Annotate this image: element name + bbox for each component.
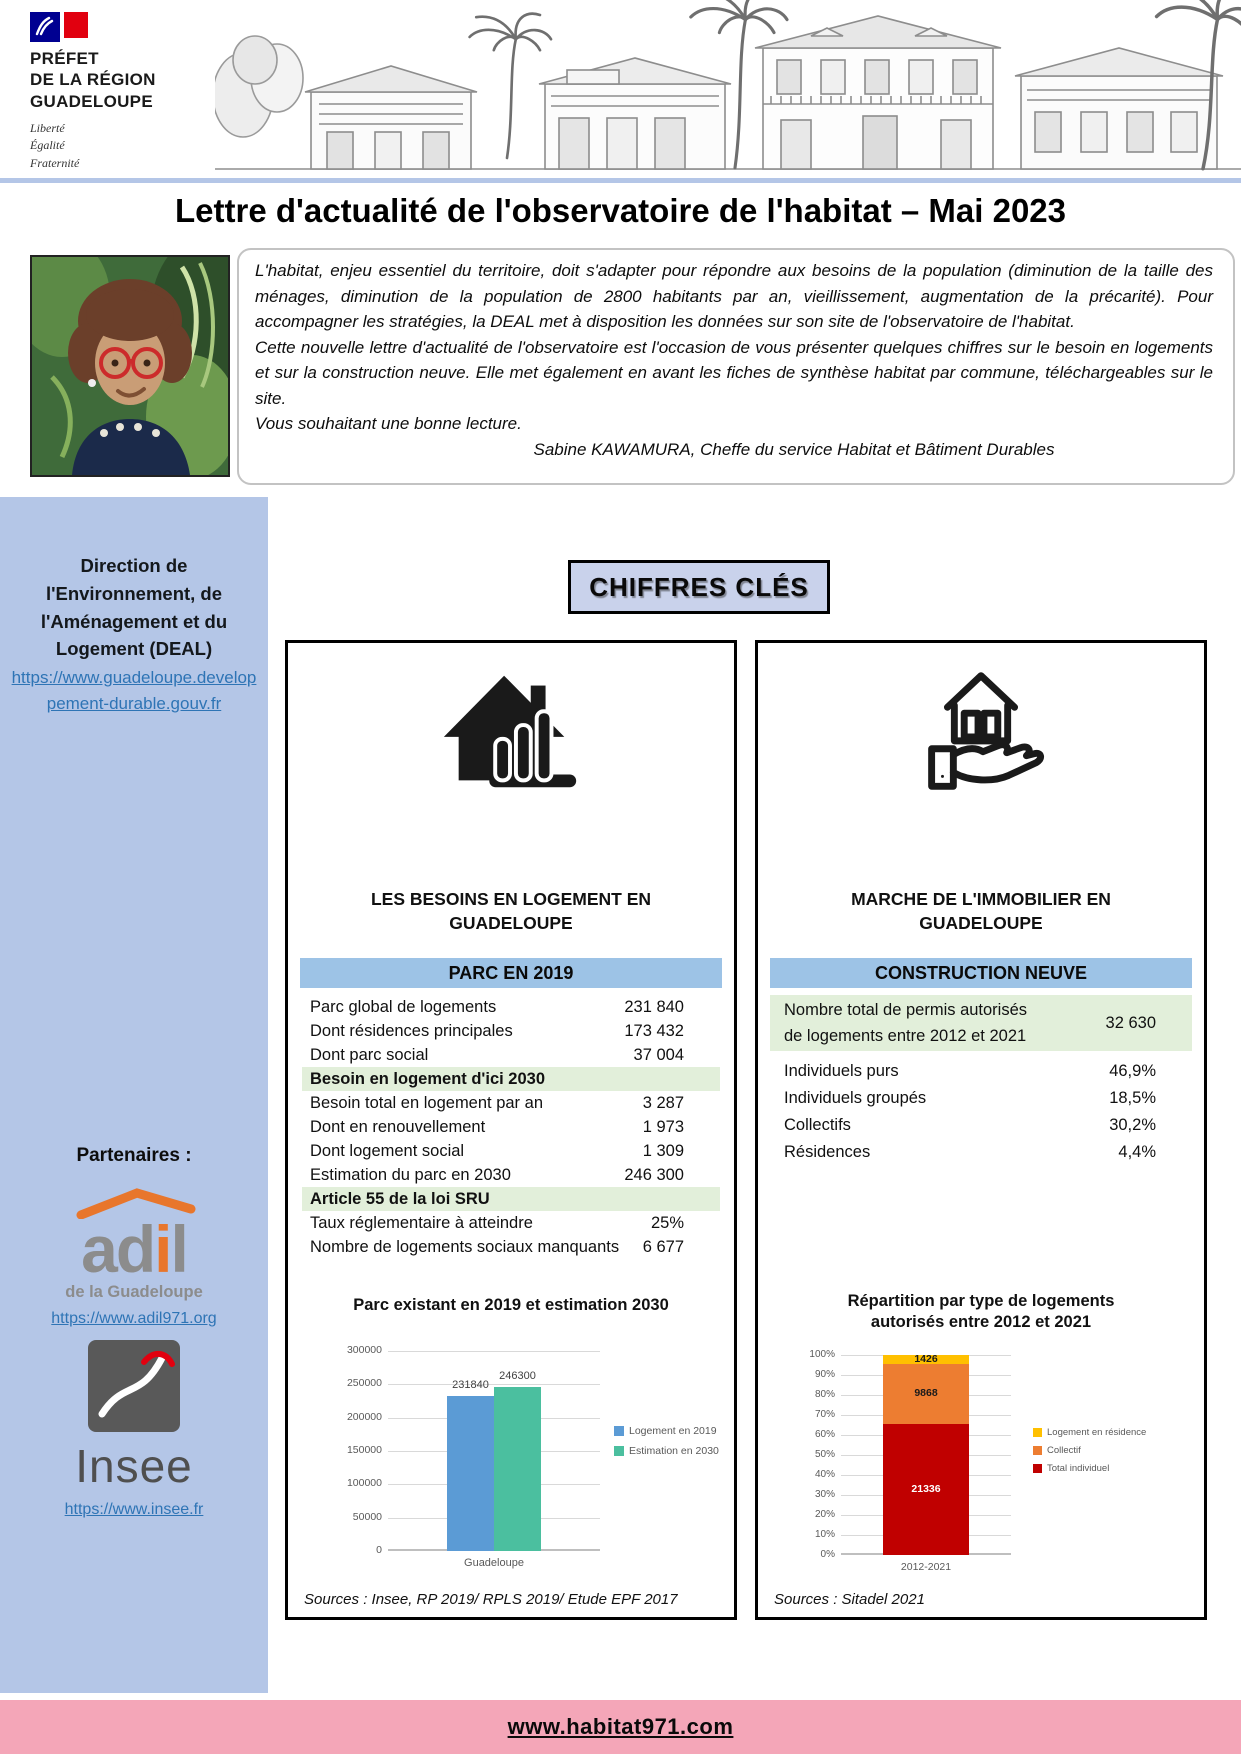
y-tick-label: 0% (820, 1549, 835, 1560)
row-value: 18,5% (1109, 1088, 1156, 1107)
row-value: 231 840 (624, 998, 684, 1016)
adil-logo-block (0, 1185, 268, 1328)
construction-table (770, 1057, 1192, 1165)
table-row (302, 1211, 720, 1235)
segment-value-label: 21336 (911, 1482, 941, 1495)
y-tick-label: 90% (814, 1369, 835, 1380)
y-tick-label: 100% (809, 1349, 835, 1360)
construction-neuve-header: CONSTRUCTION NEUVE (770, 958, 1192, 988)
table-row (302, 1139, 720, 1163)
insee-logo-icon (0, 1340, 268, 1437)
chart-title: Parc existant en 2019 et estimation 2030 (353, 1296, 669, 1314)
page-title: Lettre d'actualité de l'observatoire de l'habitat – Mai 2023 (175, 192, 1066, 229)
permis-total-row (770, 995, 1192, 1051)
portrait-photo (30, 255, 230, 477)
permis-total-value: 32 630 (1105, 1013, 1156, 1032)
hand-house-icon (758, 655, 1204, 805)
chart-legend (614, 1425, 719, 1465)
header-sketch-illustration (215, 0, 1241, 178)
legend-item (614, 1445, 719, 1457)
row-label: Estimation du parc en 2030 (310, 1166, 511, 1184)
adil-letter: a (81, 1212, 116, 1286)
legend-item (614, 1425, 719, 1437)
table-row (770, 1057, 1192, 1084)
row-value: 30,2% (1109, 1115, 1156, 1134)
legend-label: Total individuel (1047, 1463, 1110, 1474)
row-label: Collectifs (784, 1115, 851, 1134)
y-tick-label: 100000 (346, 1477, 382, 1490)
adil-letter: d (115, 1212, 155, 1286)
y-tick-label: 70% (814, 1409, 835, 1420)
intro-signature: Sabine KAWAMURA, Cheffe du service Habitat et Bâtiment Durables (533, 439, 1055, 459)
legend-swatch (1033, 1446, 1042, 1455)
table-row (302, 1235, 720, 1259)
partners-label: Partenaires : (76, 1145, 192, 1166)
plot-area (841, 1352, 1011, 1555)
table-row (302, 1115, 720, 1139)
row-value: 6 677 (642, 1238, 684, 1256)
row-value: 37 004 (633, 1046, 684, 1064)
legend-swatch (614, 1446, 624, 1456)
marche-immobilier-panel (755, 640, 1207, 1620)
intro-text-box (237, 248, 1235, 485)
legend-label: Logement en résidence (1047, 1427, 1147, 1438)
row-label: Individuels purs (784, 1061, 899, 1080)
french-flag-icon (30, 12, 230, 42)
sources-note: Sources : Insee, RP 2019/ RPLS 2019/ Etude EPF 2017 (304, 1591, 678, 1608)
legend-label: Estimation en 2030 (629, 1445, 719, 1457)
footer-bar (0, 1700, 1241, 1754)
panel-title: MARCHE DE L'IMMOBILIER EN GUADELOUPE (851, 889, 1111, 933)
table-section-header: Besoin en logement d'ici 2030 (302, 1067, 720, 1091)
insee-link[interactable]: https://www.insee.fr (64, 1501, 204, 1518)
y-tick-label: 50000 (352, 1510, 382, 1523)
adil-logo (0, 1212, 268, 1286)
permis-total-label-2: de logements entre 2012 et 2021 (784, 1027, 1027, 1045)
row-value: 4,4% (1118, 1142, 1156, 1161)
row-value: 173 432 (624, 1022, 684, 1040)
legend-item (1033, 1445, 1146, 1456)
adil-letter: i (154, 1212, 171, 1286)
header-divider (0, 178, 1241, 183)
table-row (302, 1019, 720, 1043)
parc-table (302, 995, 720, 1259)
intro-paragraph-2: Cette nouvelle lettre d'actualité de l'observatoire est l'occasion de vous présenter quelques chiffres sur le besoin en logements et sur la construction neuve. Elle met également en avant les fiches de synthèse habitat par commune, téléchargeables sur le site. (255, 337, 1213, 408)
row-value: 46,9% (1109, 1061, 1156, 1080)
deal-link[interactable]: https://www.guadeloupe.developpement-durable.gouv.fr (11, 668, 257, 713)
y-tick-label: 10% (814, 1529, 835, 1540)
y-tick-label: 20% (814, 1509, 835, 1520)
parc-chart (316, 1333, 719, 1583)
legend-label: Collectif (1047, 1445, 1081, 1456)
table-section-header: Article 55 de la loi SRU (302, 1187, 720, 1211)
table-row (302, 1091, 720, 1115)
chart-legend (1033, 1427, 1146, 1481)
y-tick-label: 300000 (346, 1344, 382, 1356)
adil-subtitle: de la Guadeloupe (65, 1283, 203, 1301)
house-chart-icon (288, 655, 734, 805)
footer-url[interactable]: www.habitat971.com (507, 1714, 734, 1739)
insee-name: Insee (75, 1440, 193, 1492)
segment-value-label: 1426 (914, 1352, 938, 1365)
row-label: Dont parc social (310, 1046, 429, 1064)
x-category-label: 2012-2021 (900, 1561, 952, 1573)
insee-logo-block (0, 1340, 268, 1519)
y-tick-label: 150000 (346, 1444, 382, 1456)
row-label: Nombre de logements sociaux manquants (310, 1238, 620, 1256)
bar (494, 1387, 541, 1551)
gov-name: PRÉFET DE LA RÉGION GUADELOUPE (30, 49, 156, 111)
y-tick-label: 60% (814, 1429, 835, 1440)
row-label: Taux réglementaire à atteindre (310, 1214, 533, 1232)
parc-2019-header: PARC EN 2019 (300, 958, 722, 988)
y-tick-label: 80% (814, 1389, 835, 1400)
panel-title: LES BESOINS EN LOGEMENT EN GUADELOUPE (370, 889, 652, 933)
repartition-chart (783, 1343, 1185, 1583)
row-value: 1 309 (642, 1142, 684, 1160)
row-label: Dont résidences principales (310, 1022, 513, 1040)
row-label: Dont logement social (310, 1142, 465, 1160)
table-row (302, 995, 720, 1019)
row-value: 25% (650, 1214, 684, 1232)
table-row (302, 1043, 720, 1067)
sidebar (0, 497, 268, 1693)
row-label: Résidences (784, 1142, 871, 1161)
row-label: Dont en renouvellement (310, 1118, 486, 1136)
besoins-logement-panel (285, 640, 737, 1620)
x-category-label: Guadeloupe (464, 1557, 524, 1569)
row-value: 3 287 (642, 1094, 684, 1112)
table-row (770, 1138, 1192, 1165)
y-tick-label: 200000 (346, 1410, 382, 1423)
legend-label: Logement en 2019 (629, 1425, 717, 1437)
table-row (770, 1084, 1192, 1111)
y-tick-label: 0 (376, 1544, 382, 1556)
y-tick-label: 30% (814, 1489, 835, 1500)
bar-value-label: 231840 (452, 1379, 489, 1391)
row-label: Parc global de logements (310, 998, 497, 1016)
intro-paragraph-3: Vous souhaitant une bonne lecture. (255, 414, 522, 433)
chiffres-cles-badge: CHIFFRES CLÉS (568, 560, 830, 614)
row-label: Besoin total en logement par an (310, 1094, 543, 1112)
table-row (770, 1111, 1192, 1138)
adil-link[interactable]: https://www.adil971.org (51, 1310, 217, 1327)
legend-item (1033, 1463, 1146, 1474)
bar (447, 1396, 494, 1551)
legend-swatch (1033, 1428, 1042, 1437)
legend-swatch (614, 1426, 624, 1436)
deal-org-name: Direction de l'Environnement, de l'Aménagement et du Logement (DEAL) (40, 555, 228, 660)
row-value: 246 300 (624, 1166, 684, 1184)
legend-item (1033, 1427, 1146, 1438)
chart-title: Répartition par type de logements autorisés entre 2012 et 2021 (847, 1292, 1115, 1332)
y-tick-label: 40% (814, 1469, 835, 1480)
gov-motto: Liberté Égalité Fraternité (30, 120, 80, 170)
gridline (388, 1351, 600, 1352)
segment-value-label: 9868 (914, 1387, 938, 1399)
permis-total-label-1: Nombre total de permis autorisés (784, 1000, 1028, 1019)
table-row (302, 1163, 720, 1187)
sources-note: Sources : Sitadel 2021 (774, 1591, 925, 1608)
bar-value-label: 246300 (499, 1370, 536, 1382)
y-tick-label: 50% (814, 1449, 835, 1460)
adil-letter: l (170, 1212, 187, 1286)
y-tick-label: 250000 (346, 1377, 382, 1390)
row-label: Individuels groupés (784, 1088, 927, 1107)
intro-paragraph-1: L'habitat, enjeu essentiel du territoire, doit s'adapter pour répondre aux besoins de la population (diminution de la taille des ménages, diminution de la population de 2800 habitants par an, vieillissement, augmentation de la précarité). Pour accompagner les stratégies, la DEAL met à disposition les données sur son site de l'observatoire de l'habitat. (255, 261, 1213, 331)
gov-logo-block (30, 12, 230, 172)
row-value: 1 973 (642, 1118, 684, 1136)
legend-swatch (1033, 1464, 1042, 1473)
